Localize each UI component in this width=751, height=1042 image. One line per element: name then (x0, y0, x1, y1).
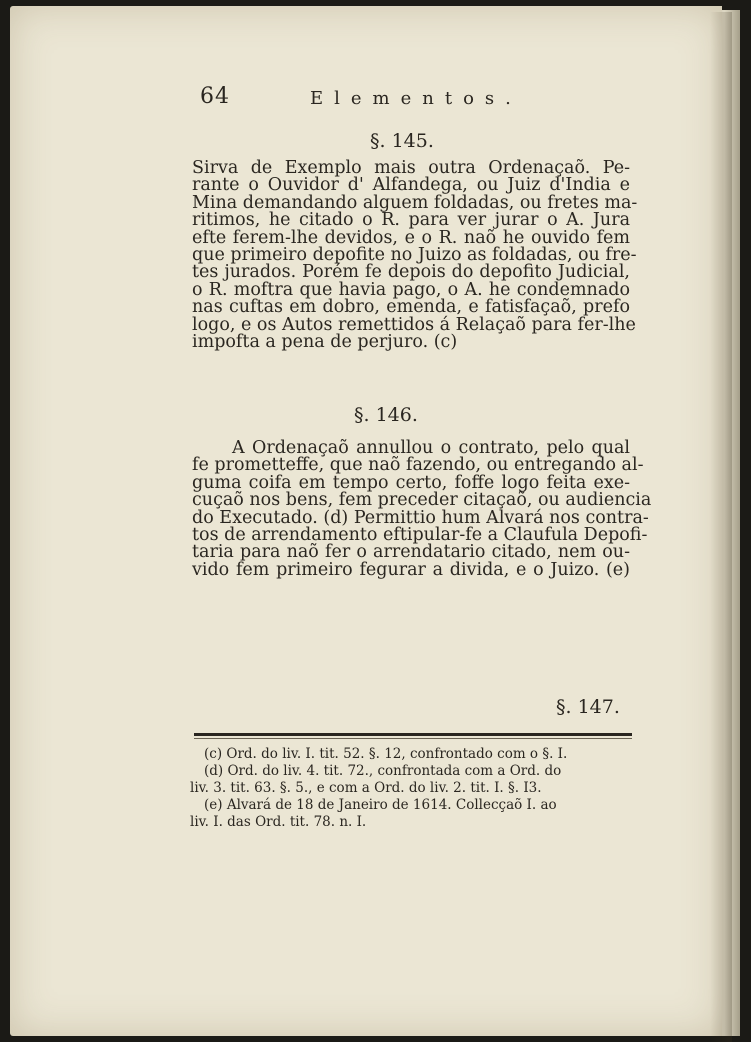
text-line: rante o Ouvidor d' Alfandega, ou Juiz d'India e (192, 175, 630, 196)
text-line: A Ordenaçaõ annullou o contrato, pelo qual (232, 438, 630, 458)
text-line: Mina demandando alguem foldadas, ou fretes ma- (192, 192, 638, 213)
footnote-line: liv. I. das Ord. tit. 78. n. I. (190, 814, 367, 830)
text-line: o R. moftra que havia pago, o A. he condemnado (192, 279, 630, 300)
text-line: fe prometteffe, que naõ fazendo, ou entregando al- (192, 455, 644, 476)
footnotes (190, 746, 632, 831)
text-line: ritimos, he citado o R. para ver jurar o A. Jura (192, 210, 630, 231)
running-title: Elementos. (310, 88, 522, 109)
footnote-d (190, 763, 632, 797)
footnote-c (190, 746, 632, 763)
text-line: tes jurados. Porém fe depois do depofito Judicial, (192, 262, 630, 283)
footnote-line: liv. 3. tit. 63. §. 5., e com a Ord. do liv. 2. tit. I. §. I3. (190, 780, 542, 796)
text-line: Sirva de Exemplo mais outra Ordenaçaõ. Pe- (192, 158, 630, 178)
footnote-e (190, 797, 632, 831)
text-line: que primeiro depofite no Juizo as foldadas, ou fre- (192, 245, 637, 266)
footnote-line: (e) Alvará de 18 de Janeiro de 1614. Collecçaõ I. ao (204, 797, 557, 813)
catchword: §. 147. (556, 696, 620, 718)
text-line: guma coifa em tempo certo, foffe logo feita exe- (192, 472, 630, 493)
text-line: taria para naõ fer o arrendatario citado, nem ou- (192, 542, 630, 563)
section-heading-145: §. 145. (370, 130, 434, 152)
text-line: tos de arrendamento eftipular-fe a Claufula Depofi- (192, 525, 648, 546)
paragraph-145 (192, 158, 638, 353)
paragraph-146 (192, 438, 652, 580)
section-heading-146: §. 146. (354, 404, 418, 426)
text-line: efte ferem-lhe devidos, e o R. naõ he ouvido fem (192, 227, 630, 248)
footnote-line: (d) Ord. do liv. 4. tit. 72., confrontada com a Ord. do (204, 763, 562, 779)
gutter-shadow (710, 12, 732, 1042)
text-line: cuçaõ nos bens, fem preceder citaçaõ, ou audiencia (192, 490, 652, 511)
text-line: impofta a pena de perjuro. (c) (192, 332, 458, 353)
footnote-rule (194, 733, 632, 736)
footnote-line: (c) Ord. do liv. I. tit. 52. §. 12, confrontado com o §. I. (204, 746, 568, 762)
page-number: 64 (200, 84, 230, 109)
text-line: logo, e os Autos remettidos á Relaçaõ para fer-lhe (192, 314, 636, 335)
footnote-rule-thin (194, 738, 632, 739)
text-line: do Executado. (d) Permittio hum Alvará nos contra- (192, 507, 649, 528)
text-line: nas cuftas em dobro, emenda, e fatisfaçaõ, prefo (192, 297, 630, 318)
text-line: vido fem primeiro fegurar a divida, e o Juizo. (e) (192, 559, 630, 580)
